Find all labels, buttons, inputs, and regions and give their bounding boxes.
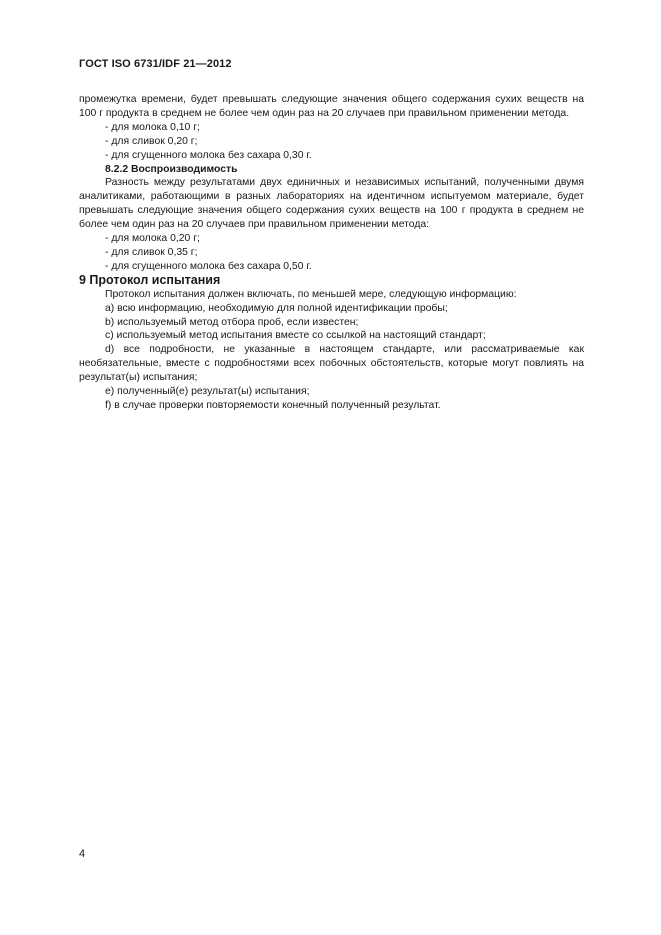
list-item: b) используемый метод отбора проб, если известен; [105,316,359,328]
test-report-intro: Протокол испытания должен включать, по меньшей мере, следующую информацию: [105,288,517,300]
list-item: - для сгущенного молока без сахара 0,30 г. [105,149,312,161]
list-item: f) в случае проверки повторяемости конечный полученный результат. [105,399,441,411]
reproducibility-heading: 8.2.2 Воспроизводимость [105,163,238,175]
document-body [79,93,584,413]
list-item: е) полученный(е) результат(ы) испытания; [105,386,310,398]
list-item: - для сливок 0,20 г; [105,135,198,147]
reproducibility-paragraph: Разность между результатами двух единичных и независимых испытаний, полученными двумя аналитиками, работающими в разных лабораториях на идентичном испытуемом материале, будет превышать следующие значения общего содержания сухих веществ на 100 г продукта в среднем не более чем один раз на 20 случаев при правильном применении метода: [79,177,584,231]
list-item: а) всю информацию, необходимую для полной идентификации пробы; [105,302,448,314]
document-header: ГОСТ ISO 6731/IDF 21—2012 [79,58,232,70]
list-item: d) все подробности, не указанные в настоящем стандарте, или рассматриваемые как необязательные, вместе с подробностями всех побочных обстоятельств, которые могут повлиять на результат(ы) испытания; [79,344,584,384]
repeatability-continuation: промежутка времени, будет превышать следующие значения общего содержания сухих веществ на 100 г продукта в среднем не более чем один раз на 20 случаев при правильном применении метода. [79,94,584,119]
list-item: - для сливок 0,35 г; [105,246,198,258]
list-item: - для молока 0,10 г; [105,121,200,133]
list-item: - для молока 0,20 г; [105,233,200,245]
list-item: - для сгущенного молока без сахара 0,50 г. [105,260,312,272]
list-item: с) используемый метод испытания вместе со ссылкой на настоящий стандарт; [105,330,486,342]
section-title: 9 Протокол испытания [79,272,221,287]
page-number: 4 [79,848,86,860]
